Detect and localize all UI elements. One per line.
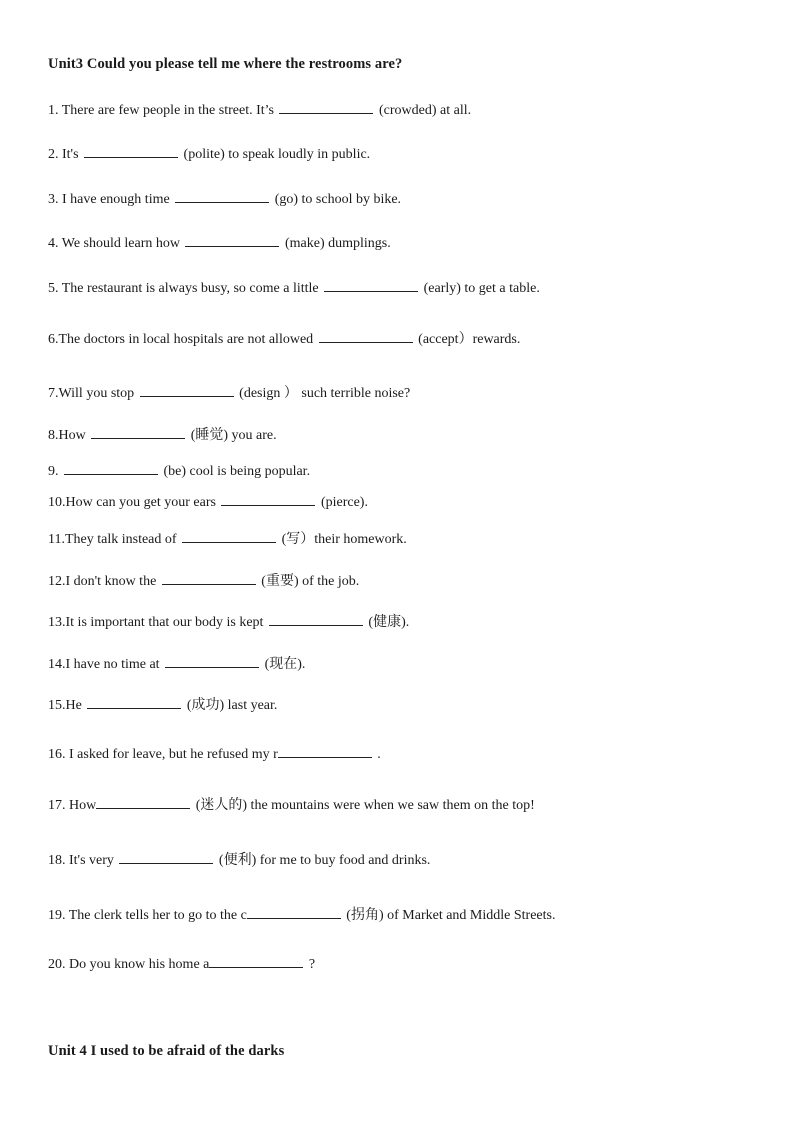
answer-blank-13[interactable]	[269, 612, 363, 626]
question-2-before: 2. It's	[48, 147, 83, 162]
question-20-before: 20. Do you know his home a	[48, 957, 210, 972]
question-15-before: 15.He	[48, 698, 86, 713]
question-6-before: 6.The doctors in local hospitals are not allowed	[48, 332, 317, 347]
question-4-after: (make) dumplings.	[281, 236, 391, 251]
question-17-before: 17. How	[48, 798, 97, 813]
question-19-after: (拐角) of Market and Middle Streets.	[342, 908, 556, 923]
question-18-before: 18. It's very	[48, 853, 118, 868]
question-1-before: 1. There are few people in the street. It’s	[48, 103, 278, 118]
question-8	[48, 425, 277, 445]
question-7-before: 7.Will you stop	[48, 386, 138, 401]
question-5-after: (early) to get a table.	[420, 281, 540, 296]
question-17	[48, 795, 535, 815]
question-13-after: (健康).	[364, 615, 410, 630]
question-13	[48, 612, 409, 632]
answer-blank-17[interactable]	[96, 795, 190, 809]
question-4-before: 4. We should learn how	[48, 236, 184, 251]
question-15	[48, 695, 277, 715]
answer-blank-5[interactable]	[324, 278, 418, 292]
question-17-after: (迷人的) the mountains were when we saw them on the top!	[192, 798, 535, 813]
question-8-before: 8.How	[48, 428, 90, 443]
question-12-after: (重要) of the job.	[257, 574, 360, 589]
question-14	[48, 654, 305, 674]
question-20	[48, 954, 315, 974]
answer-blank-15[interactable]	[87, 695, 181, 709]
unit4-title: Unit 4 I used to be afraid of the darks	[48, 1043, 285, 1059]
answer-blank-11[interactable]	[182, 529, 276, 543]
question-18-after: (便利) for me to buy food and drinks.	[215, 853, 431, 868]
question-19-before: 19. The clerk tells her to go to the c	[48, 908, 247, 923]
question-19	[48, 905, 555, 925]
question-15-after: (成功) last year.	[183, 698, 278, 713]
question-10-before: 10.How can you get your ears	[48, 495, 220, 510]
answer-blank-20[interactable]	[209, 954, 303, 968]
question-16-before: 16. I asked for leave, but he refused my r	[48, 747, 278, 762]
question-20-after: ?	[305, 957, 316, 972]
question-14-before: 14.I have no time at	[48, 657, 164, 672]
question-8-after: (睡觉) you are.	[187, 428, 277, 443]
question-1	[48, 100, 471, 120]
question-4	[48, 233, 391, 253]
unit3-title: Unit3 Could you please tell me where the restrooms are?	[48, 56, 403, 72]
answer-blank-7[interactable]	[140, 383, 234, 397]
question-9	[48, 461, 310, 481]
answer-blank-1[interactable]	[279, 100, 373, 114]
question-9-after: (be) cool is being popular.	[160, 464, 311, 479]
question-7	[48, 383, 410, 403]
question-12-before: 12.I don't know the	[48, 574, 160, 589]
question-13-before: 13.It is important that our body is kept	[48, 615, 267, 630]
question-18	[48, 850, 430, 870]
question-2	[48, 144, 370, 164]
answer-blank-12[interactable]	[162, 571, 256, 585]
question-3-after: (go) to school by bike.	[271, 192, 402, 207]
question-1-after: (crowded) at all.	[375, 103, 472, 118]
answer-blank-14[interactable]	[165, 654, 259, 668]
question-6	[48, 329, 520, 349]
answer-blank-9[interactable]	[64, 461, 158, 475]
question-2-after: (polite) to speak loudly in public.	[180, 147, 371, 162]
question-5-before: 5. The restaurant is always busy, so come a little	[48, 281, 323, 296]
question-11	[48, 529, 407, 549]
question-6-after: (accept）rewards.	[414, 332, 521, 347]
question-14-after: (现在).	[261, 657, 306, 672]
question-12	[48, 571, 359, 591]
answer-blank-6[interactable]	[319, 329, 413, 343]
answer-blank-19[interactable]	[247, 905, 341, 919]
question-11-before: 11.They talk instead of	[48, 532, 181, 547]
answer-blank-8[interactable]	[91, 425, 185, 439]
question-10	[48, 492, 368, 512]
question-11-after: (写）their homework.	[278, 532, 407, 547]
answer-blank-4[interactable]	[185, 233, 279, 247]
question-5	[48, 278, 540, 298]
question-9-before: 9.	[48, 464, 62, 479]
answer-blank-16[interactable]	[278, 744, 372, 758]
question-3	[48, 189, 401, 209]
answer-blank-2[interactable]	[84, 144, 178, 158]
answer-blank-18[interactable]	[119, 850, 213, 864]
answer-blank-3[interactable]	[175, 189, 269, 203]
question-7-after: (design ） such terrible noise?	[235, 386, 411, 401]
question-16-after: .	[373, 747, 381, 762]
question-16	[48, 744, 381, 764]
question-10-after: (pierce).	[317, 495, 368, 510]
question-3-before: 3. I have enough time	[48, 192, 174, 207]
answer-blank-10[interactable]	[221, 492, 315, 506]
